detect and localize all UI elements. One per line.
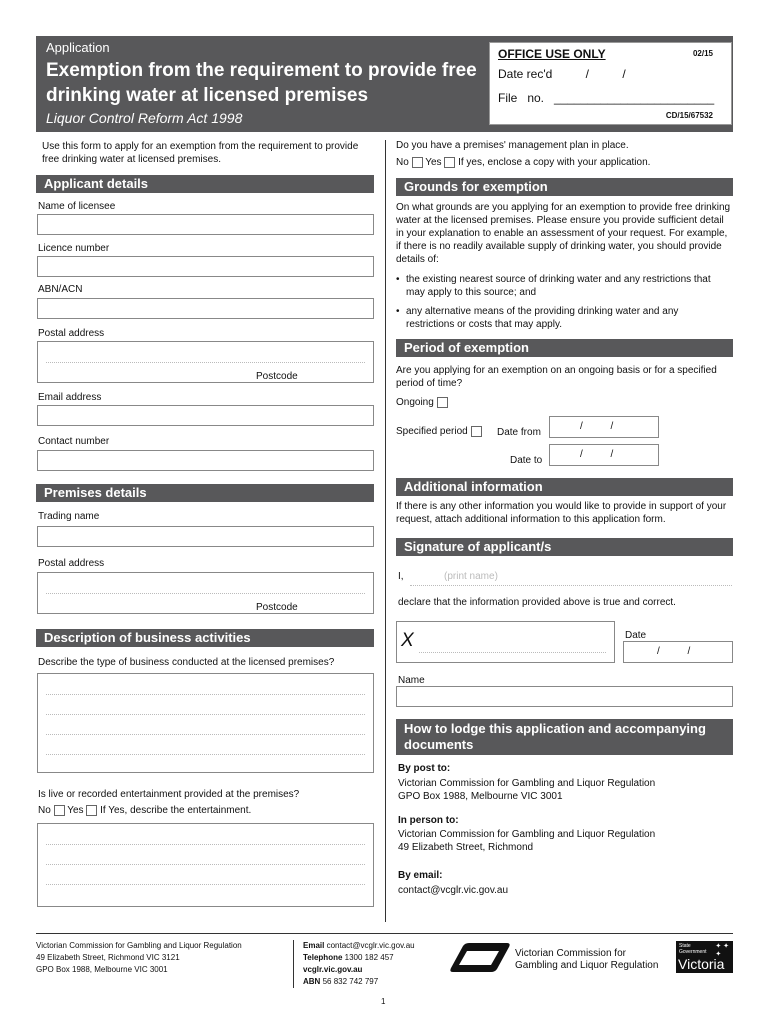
- footer-org: Victorian Commission for Gambling and Liquor Regulation: [36, 941, 242, 950]
- date-from-field[interactable]: [549, 416, 659, 438]
- ongoing-option: [396, 397, 448, 408]
- postal-address-field[interactable]: [37, 341, 374, 383]
- email-field[interactable]: [37, 405, 374, 426]
- licensee-name-field[interactable]: [37, 214, 374, 235]
- footer-separator: [293, 940, 294, 988]
- footer-tel: 1300 182 457: [344, 953, 394, 962]
- entertainment-no-label: No: [38, 805, 51, 817]
- office-use-title: OFFICE USE ONLY: [498, 47, 606, 61]
- footer-tel-label: Telephone: [303, 953, 343, 962]
- vcglr-logo-line-2: Gambling and Liquor Regulation: [515, 960, 659, 971]
- premises-postal-label: Postal address: [38, 558, 105, 569]
- lodge-heading: How to lodge this application and accompanying documents: [396, 719, 733, 755]
- contact-number-field[interactable]: [37, 450, 374, 471]
- specified-option: [396, 426, 482, 437]
- grounds-bullet-1-text: the existing nearest source of drinking water and any restrictions that may apply to this source; and: [406, 274, 711, 298]
- date-to-field[interactable]: [549, 444, 659, 466]
- print-name-field[interactable]: [410, 585, 732, 586]
- period-question: Are you applying for an exemption on an ongoing basis or for a specified period of time?: [396, 365, 717, 389]
- footer-abn: 56 832 742 797: [322, 977, 379, 986]
- signature-date-slashes: / /: [657, 646, 691, 657]
- form-type: Application: [46, 40, 110, 55]
- signature-field[interactable]: [396, 621, 615, 663]
- form-act: Liquor Control Reform Act 1998: [46, 110, 243, 126]
- plan-no-label: No: [396, 157, 409, 169]
- entertainment-yes-checkbox[interactable]: [86, 805, 97, 816]
- form-code: CD/15/67532: [665, 111, 713, 120]
- plan-no-checkbox[interactable]: [412, 157, 423, 168]
- postcode-label: Postcode: [256, 371, 298, 382]
- victoria-logo: [676, 941, 733, 973]
- post-line-1: Victorian Commission for Gambling and Liquor Regulation: [398, 778, 656, 789]
- licensee-name-label: Name of licensee: [38, 201, 116, 212]
- victoria-logo-small: [679, 943, 707, 955]
- grounds-bullet-2: • any alternative means of the providing drinking water and any restrictions or costs that may apply.: [396, 305, 726, 331]
- name-label: Name: [398, 675, 425, 686]
- additional-info-text: If there is any other information you would like to provide in support of your request, attach additional information to this application form.: [396, 501, 727, 525]
- abn-field[interactable]: [37, 298, 374, 319]
- person-line-1: Victorian Commission for Gambling and Liquor Regulation: [398, 829, 656, 840]
- ongoing-checkbox[interactable]: [437, 397, 448, 408]
- management-plan-question: Do you have a premises' management plan in place.: [396, 140, 629, 151]
- grounds-bullet-2-text: any alternative means of the providing drinking water and any restrictions or costs that may apply.: [406, 306, 679, 330]
- premises-details-heading: Premises details: [36, 484, 374, 502]
- management-plan-options: [396, 157, 650, 168]
- form-title: Exemption from the requirement to provide free drinking water at licensed premises: [46, 60, 477, 106]
- in-person-heading: In person to:: [398, 815, 459, 826]
- footer-web[interactable]: vcglr.vic.gov.au: [303, 965, 363, 974]
- entertainment-no-checkbox[interactable]: [54, 805, 65, 816]
- premises-postcode-label: Postcode: [256, 602, 298, 613]
- by-email-heading: By email:: [398, 870, 443, 881]
- print-name-hint: (print name): [444, 571, 498, 582]
- footer-addr-2: GPO Box 1988, Melbourne VIC 3001: [36, 965, 168, 974]
- postal-address-label: Postal address: [38, 328, 105, 339]
- footer-divider: [36, 933, 733, 934]
- additional-info-heading: Additional information: [396, 478, 733, 496]
- entertainment-field[interactable]: [37, 823, 374, 907]
- licence-number-field[interactable]: [37, 256, 374, 277]
- by-post-heading: By post to:: [398, 763, 451, 774]
- signature-x-mark: X: [401, 630, 414, 651]
- column-divider: [385, 140, 386, 922]
- person-line-2: 49 Elizabeth Street, Richmond: [398, 842, 534, 853]
- signature-date-field[interactable]: [623, 641, 733, 663]
- plan-yes-checkbox[interactable]: [444, 157, 455, 168]
- signature-heading: Signature of applicant/s: [396, 538, 733, 556]
- grounds-heading: Grounds for exemption: [396, 178, 733, 196]
- victoria-state: State: [679, 943, 691, 949]
- date-received: Date rec'd / /: [498, 67, 626, 81]
- office-use-box: [489, 42, 732, 125]
- lodge-email[interactable]: contact@vcglr.vic.gov.au: [398, 885, 509, 896]
- footer-email-label: Email: [303, 941, 325, 950]
- footer-email[interactable]: contact@vcglr.vic.gov.au: [326, 941, 415, 950]
- footer-abn-label: ABN: [303, 977, 321, 986]
- trading-name-field[interactable]: [37, 526, 374, 547]
- specified-label: Specified period: [396, 426, 468, 438]
- date-to-label: Date to: [510, 455, 543, 466]
- email-label: Email address: [38, 392, 102, 403]
- entertainment-question: Is live or recorded entertainment provided at the premises?: [38, 789, 300, 800]
- page-number: 1: [381, 997, 386, 1006]
- intro-text: Use this form to apply for an exemption from the requirement to provide free drinking water at licensed premises.: [42, 141, 359, 165]
- period-heading: Period of exemption: [396, 339, 733, 357]
- entertainment-yes-label: Yes: [67, 805, 84, 817]
- post-line-2: GPO Box 1988, Melbourne VIC 3001: [398, 791, 563, 802]
- business-type-field[interactable]: [37, 673, 374, 773]
- date-from-label: Date from: [497, 427, 541, 438]
- grounds-bullet-1: • the existing nearest source of drinking water and any restrictions that may apply to this source; and: [396, 273, 726, 299]
- abn-label: ABN/ACN: [38, 284, 83, 295]
- contact-number-label: Contact number: [38, 436, 110, 447]
- footer-address: [36, 940, 242, 976]
- plan-yes-label: Yes: [425, 157, 442, 169]
- specified-checkbox[interactable]: [471, 426, 482, 437]
- plan-note: If yes, enclose a copy with your application.: [458, 157, 651, 169]
- business-type-label: Describe the type of business conducted at the licensed premises?: [38, 657, 335, 668]
- vcglr-logo-line-1: Victorian Commission for: [515, 948, 626, 959]
- name-field[interactable]: [396, 686, 733, 707]
- vcglr-logo: [449, 941, 511, 978]
- ongoing-label: Ongoing: [396, 397, 434, 409]
- trading-name-label: Trading name: [38, 511, 100, 522]
- premises-postal-field[interactable]: [37, 572, 374, 614]
- file-number: File no. ________________________: [498, 91, 715, 105]
- signature-date-label: Date: [625, 630, 647, 641]
- form-version: 02/15: [692, 49, 713, 58]
- business-activities-heading: Description of business activities: [36, 629, 374, 647]
- entertainment-options: [38, 805, 251, 816]
- entertainment-describe-label: If Yes, describe the entertainment.: [100, 805, 252, 817]
- victoria-government: Government: [679, 949, 707, 955]
- southern-cross-icon: ✦ ✦ ✦: [715, 943, 729, 958]
- footer-addr-1: 49 Elizabeth Street, Richmond VIC 3121: [36, 953, 180, 962]
- date-from-slashes: / /: [580, 421, 614, 432]
- footer-contact: [303, 940, 415, 988]
- vcglr-logo-text: [515, 948, 658, 972]
- date-to-slashes: / /: [580, 449, 614, 460]
- victoria-logo-word: Victoria: [678, 956, 725, 972]
- applicant-details-heading: Applicant details: [36, 175, 374, 193]
- declaration-text: declare that the information provided above is true and correct.: [398, 597, 676, 608]
- grounds-text: On what grounds are you applying for an exemption to provide free drinking water at the licensed premises. Please ensure you provide sufficient detail in your explanation to enable an assessment of your request. For example, if there is no readily available supply of drinking water, you should provide details of:: [396, 202, 731, 265]
- licence-number-label: Licence number: [38, 243, 110, 254]
- signature-i-label: I,: [398, 571, 404, 582]
- vcglr-logo-icon: [449, 941, 511, 973]
